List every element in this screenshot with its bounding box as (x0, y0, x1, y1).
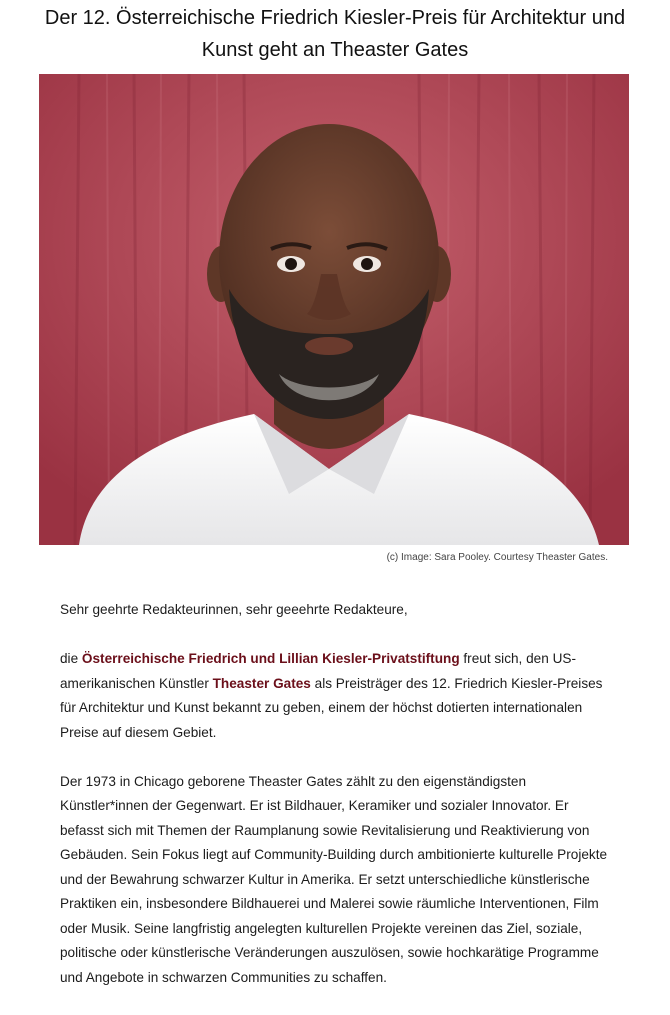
portrait-illustration (39, 74, 629, 545)
salutation: Sehr geehrte Redakteurinnen, sehr geeehrte Redakteure, (60, 602, 408, 617)
intro-text-rest: als Preisträger des 12. Friedrich Kiesler-Preises für Architektur und Kunst bekannt zu geben, einem der höchst dotierten internationalen Preise auf diesem Gebiet. (60, 675, 603, 740)
portrait-photo (39, 74, 629, 545)
intro-text-middle: freut sich, den US-amerikanischen Künstler (60, 651, 576, 691)
artist-name: Theaster Gates (212, 675, 311, 691)
photo-caption: (c) Image: Sara Pooley. Courtesy Theaster Gates. (386, 552, 608, 563)
intro-paragraph (60, 647, 616, 745)
foundation-name: Österreichische Friedrich und Lillian Kiesler-Privatstiftung (81, 651, 460, 666)
headline: Der 12. Österreichische Friedrich Kiesler-Preis für Architektur und Kunst geht an Theaster Gates (44, 7, 626, 61)
biography-paragraph: Der 1973 in Chicago geborene Theaster Gates zählt zu den eigenständigsten Künstler*innen der Gegenwart. Er ist Bildhauer, Keramiker und sozialer Innovator. Er befasst sich mit Themen der Raumplanung sowie Revitalisierung und Reaktivierung von Gebäuden. Sein Fokus liegt auf Community-Building durch ambitionierte kulturelle Projekte und der Bewahrung schwarzer Kultur in Amerika. Er setzt unterschiedliche künstlerische Praktiken ein, insbesondere Bildhauerei und Malerei sowie räumliche Interventionen, Film oder Musik. Seine langfristig angelegten kulturellen Projekte vereinen das Ziel, soziale, politische oder künstlerische Veränderungen auszulösen, sowie hochkarätige Programme und Angebote in schwarzen Communities zu schaffen. (60, 773, 608, 985)
article-body (60, 598, 616, 1015)
intro-text: die (60, 651, 82, 666)
